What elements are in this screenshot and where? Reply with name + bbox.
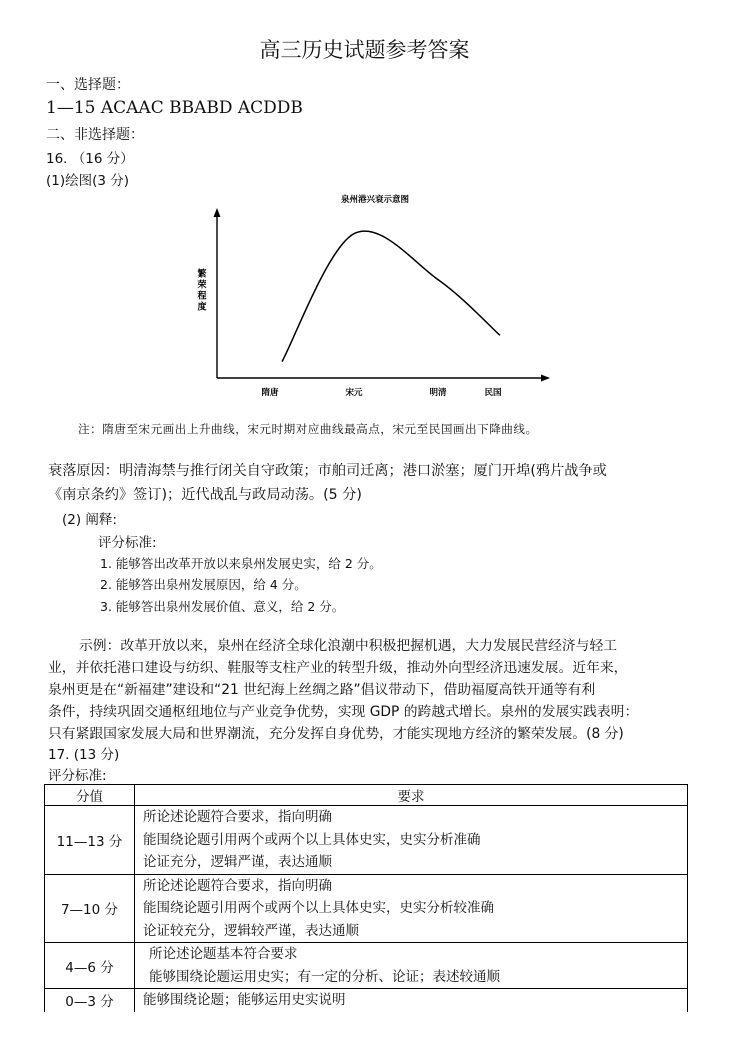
table-header-requirements: 要求	[135, 785, 688, 806]
requirement-line: 能够围绕论题；能够运用史实说明	[143, 992, 346, 1008]
scoring-table	[44, 784, 688, 1012]
q17-criteria-label: 评分标准:	[48, 768, 107, 784]
requirements-cell	[135, 989, 688, 1012]
requirement-line: 论证较充分，逻辑较严谨，表达通顺	[143, 922, 359, 939]
example-line: 只有紧跟国家发展大局和世界潮流，充分发挥自身优势，才能实现地方经济的繁荣发展。(8 分)	[48, 726, 624, 742]
y-axis-label: 繁荣程度	[197, 269, 207, 313]
score-cell: 4—6 分	[45, 943, 135, 989]
x-tick-label: 隋唐	[261, 388, 279, 398]
criteria-item: 1. 能够答出改革开放以来泉州发展史实，给 2 分。	[100, 556, 382, 571]
q16-part2-label: (2) 阐释:	[62, 512, 117, 528]
requirement-line: 所论述论题基本符合要求	[149, 946, 298, 962]
requirement-line: 能够围绕论题运用史实；有一定的分析、论证；表述较通顺	[149, 968, 500, 985]
example-line: 示例：改革开放以来，泉州在经济全球化浪潮中积极把握机遇，大力发展民营经济与轻工	[79, 638, 618, 654]
q16-part1-label: (1)绘图(3 分)	[46, 173, 130, 189]
requirement-line: 能围绕论题引用两个或两个以上具体史实，史实分析准确	[143, 831, 481, 848]
section2-heading: 二、非选择题：	[46, 127, 144, 143]
x-tick-label: 明清	[429, 388, 447, 398]
x-tick-label: 民国	[484, 388, 502, 398]
criteria-item: 2. 能够答出泉州发展原因，给 4 分。	[100, 577, 307, 592]
section1-answers: 1—15 ACAAC BBABD ACDDB	[46, 98, 303, 118]
section1-heading: 一、选择题：	[46, 77, 130, 93]
requirements-cell	[135, 806, 688, 875]
q16-criteria-label: 评分标准:	[98, 535, 157, 551]
chart-title: 泉州港兴衰示意图	[340, 195, 410, 205]
table-row	[45, 806, 688, 875]
q17-label: 17. (13 分)	[48, 747, 120, 763]
criteria-item: 3. 能够答出泉州发展价值、意义，给 2 分。	[100, 599, 345, 614]
requirements-cell	[135, 874, 688, 943]
chart-note: 注：隋唐至宋元画出上升曲线，宋元时期对应曲线最高点，宋元至民国画出下降曲线。	[78, 422, 538, 436]
decline-reason-line2: 《南京条约》签订)；近代战乱与政局动荡。(5 分)	[48, 487, 362, 503]
requirement-line: 所论述论题符合要求，指向明确	[143, 809, 332, 825]
score-cell: 0—3 分	[45, 989, 135, 1012]
score-cell: 11—13 分	[45, 806, 135, 875]
requirements-cell	[135, 943, 688, 989]
example-line: 业，并依托港口建设与纺织、鞋服等支柱产业的转型升级，推动外向型经济迅速发展。近年来，	[48, 660, 628, 676]
x-axis-arrow	[541, 375, 550, 382]
example-line: 泉州更是在“新福建”建设和“21 世纪海上丝绸之路”倡议带动下，借助福厦高铁开通等有利	[48, 682, 596, 698]
decline-reason-line1: 衰落原因：明清海禁与推行闭关自守政策；市舶司迁离；港口淤塞；厦门开埠(鸦片战争或	[48, 463, 607, 479]
table-header-score: 分值	[45, 785, 135, 806]
table-row	[45, 874, 688, 943]
table-header-row	[45, 785, 688, 806]
table-row	[45, 943, 688, 989]
table-row	[45, 989, 688, 1012]
chart	[190, 188, 560, 400]
requirement-line: 所论述论题符合要求，指向明确	[143, 877, 332, 894]
requirement-line: 能围绕论题引用两个或两个以上具体史实，史实分析较准确	[143, 900, 494, 916]
y-axis-arrow	[214, 208, 221, 217]
x-tick-label: 宋元	[345, 388, 363, 398]
q16-label: 16. （16 分）	[46, 151, 134, 167]
requirement-line: 论证充分，逻辑严谨，表达通顺	[143, 854, 332, 870]
curve-series	[282, 231, 500, 362]
page-title: 高三历史试题参考答案	[259, 38, 470, 62]
score-cell: 7—10 分	[45, 874, 135, 943]
example-line: 条件，持续巩固交通枢纽地位与产业竞争优势，实现 GDP 的跨越式增长。泉州的发展实践表明：	[48, 704, 639, 720]
